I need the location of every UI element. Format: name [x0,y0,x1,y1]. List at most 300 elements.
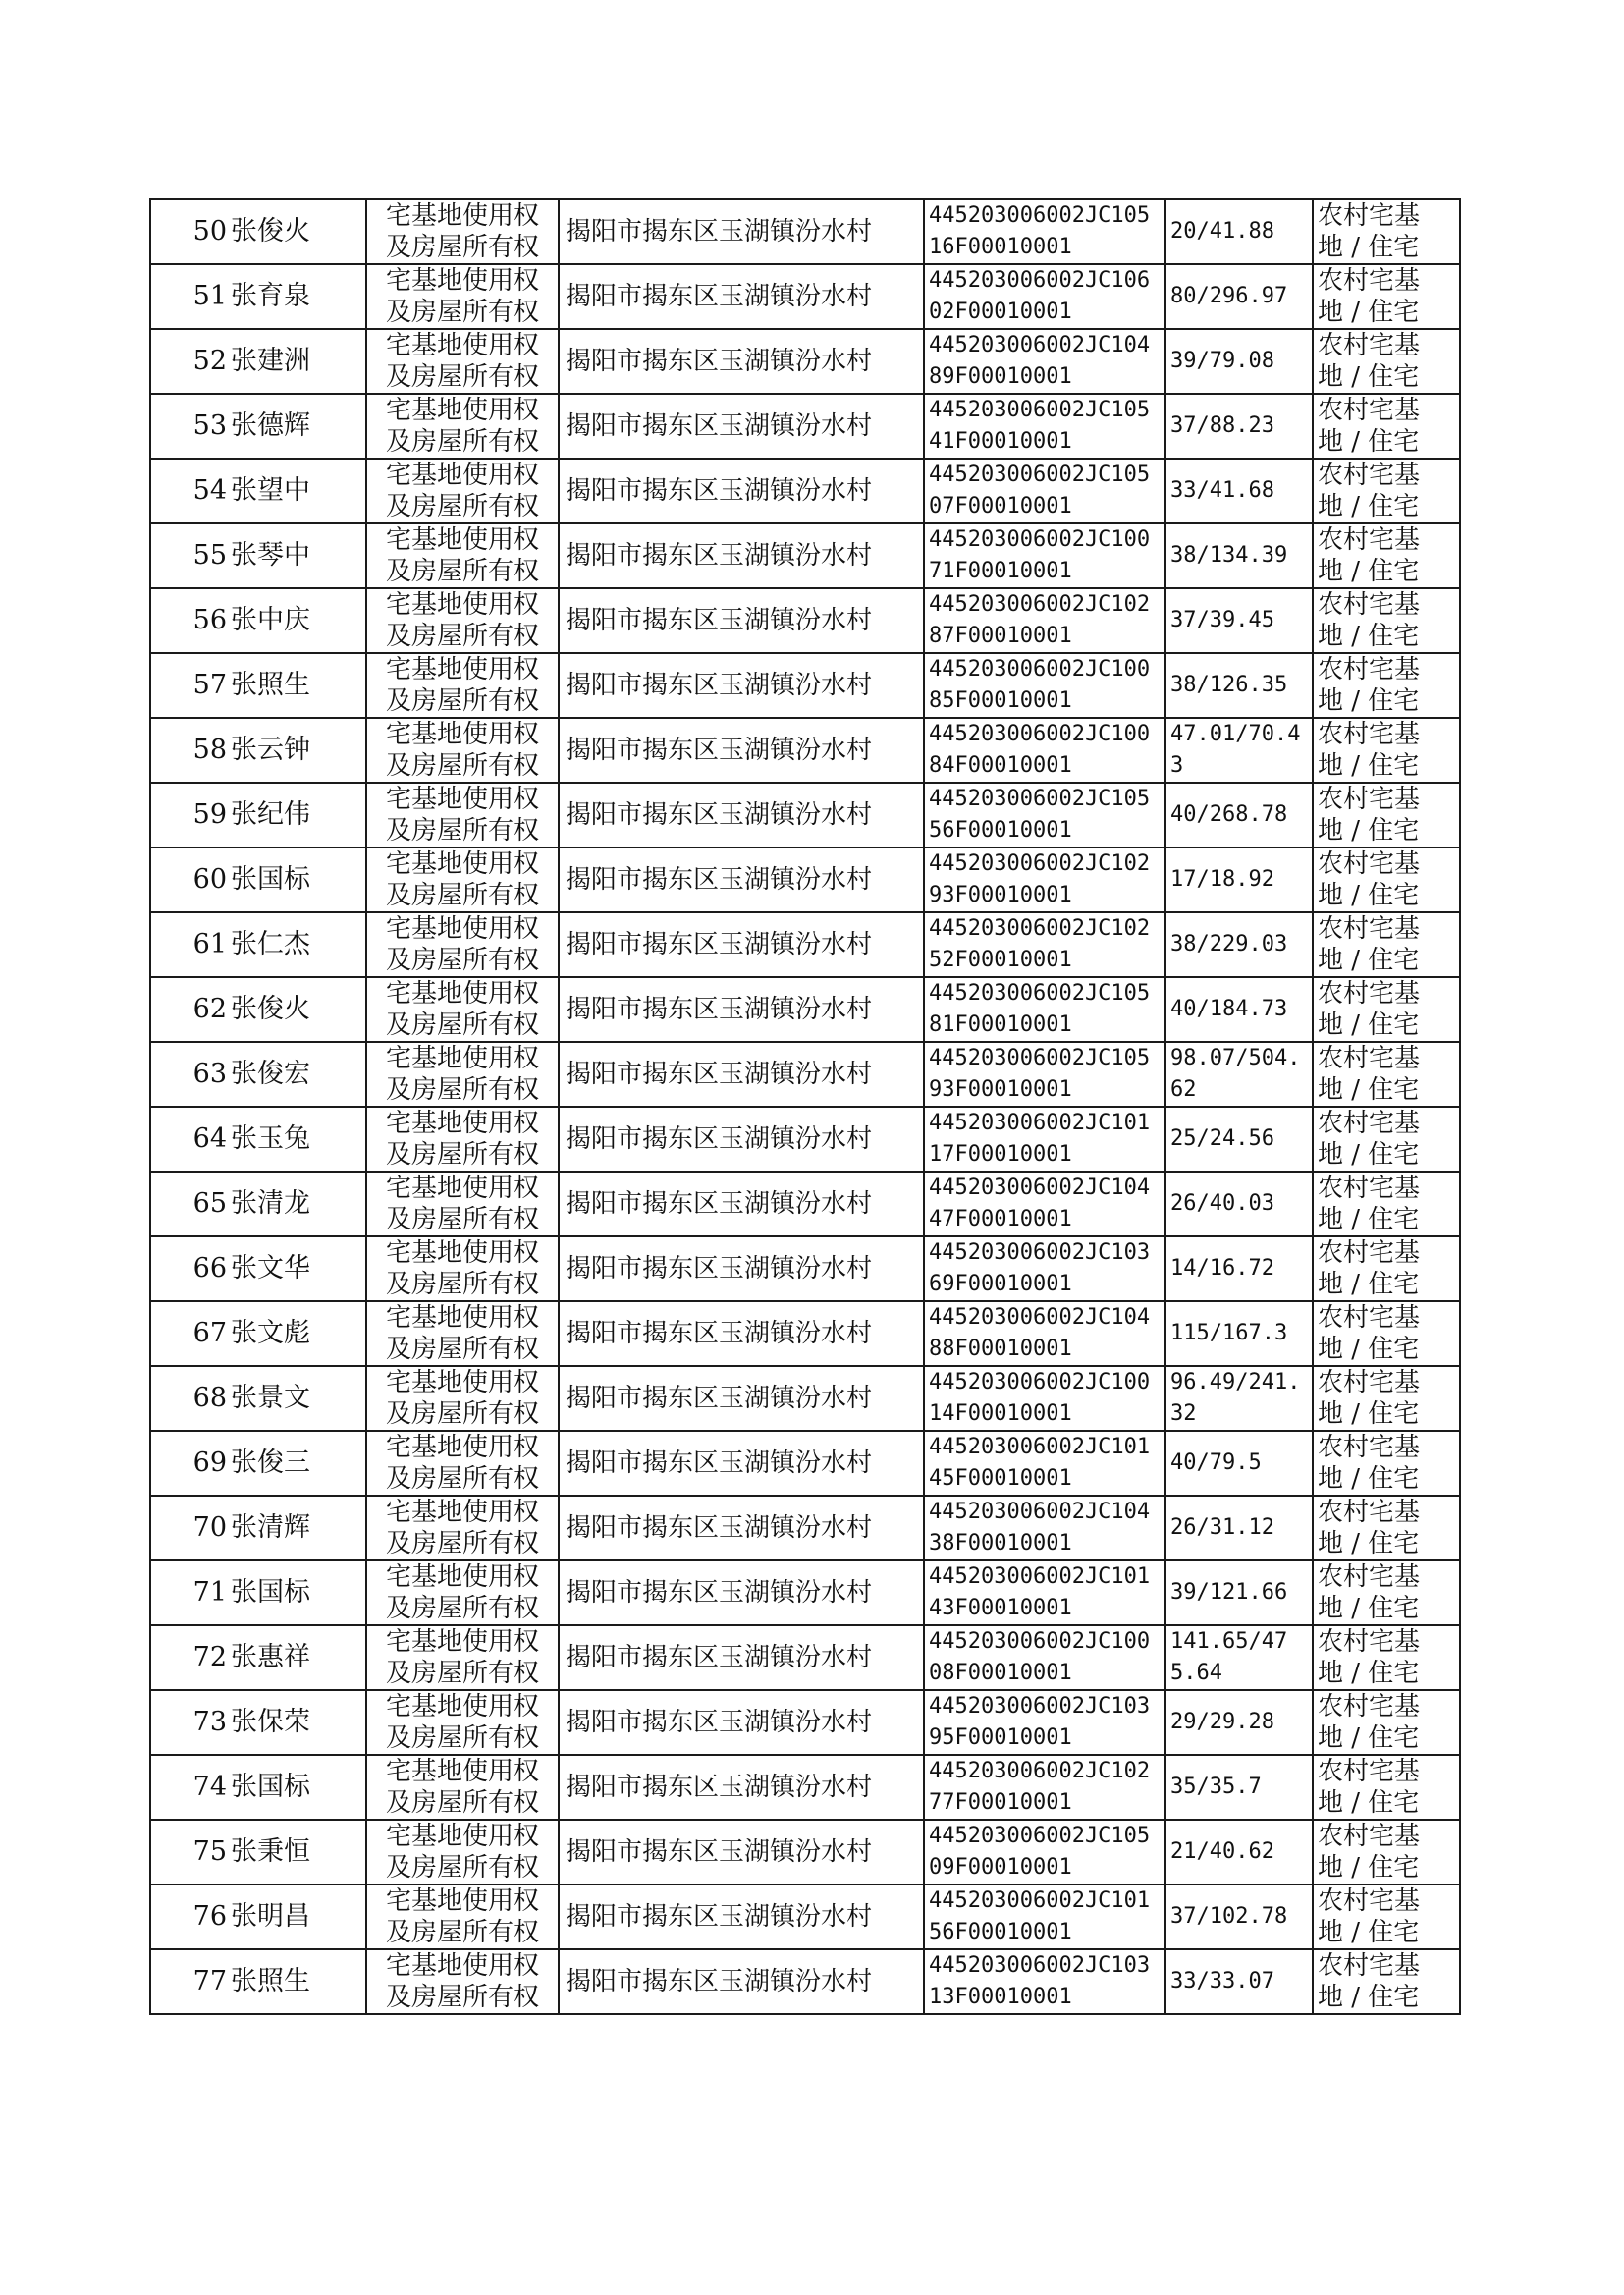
property-location: 揭阳市揭东区玉湖镇汾水村 [566,1578,873,1608]
owner-name-cell [229,1496,366,1560]
right-type-cell [366,1820,559,1885]
land-use: 农村宅基 地 / 住宅 [1318,914,1421,975]
area-value-cell [1165,847,1313,912]
land-use: 农村宅基 地 / 住宅 [1318,331,1421,392]
property-location-cell [559,588,924,653]
property-location-cell [559,394,924,459]
owner-name-cell [229,1366,366,1431]
table-row [150,1236,1460,1301]
row-number: 65 [192,1188,227,1219]
land-use-cell [1313,653,1460,718]
owner-name-cell [229,329,366,394]
area-value-cell [1165,977,1313,1042]
unit-code: 445203006002JC10602F00010001 [929,268,1151,324]
area-value: 141.65/475.64 [1170,1629,1288,1685]
unit-code-cell [924,1885,1165,1949]
row-number: 61 [192,929,227,959]
row-number: 71 [192,1577,227,1608]
owner-name-cell [229,1560,366,1625]
land-use: 农村宅基 地 / 住宅 [1318,1757,1421,1818]
property-location-cell [559,847,924,912]
row-number: 68 [192,1383,227,1413]
property-location-cell [559,1820,924,1885]
area-value: 96.49/241.32 [1170,1370,1301,1426]
property-location-cell [559,1690,924,1755]
row-number: 77 [192,1966,227,1996]
property-location: 揭阳市揭东区玉湖镇汾水村 [566,865,873,895]
row-number: 72 [192,1642,227,1672]
owner-name: 张俊宏 [231,1059,310,1089]
property-location: 揭阳市揭东区玉湖镇汾水村 [566,1513,873,1543]
area-value: 26/31.12 [1170,1515,1274,1540]
land-use: 农村宅基 地 / 住宅 [1318,590,1421,651]
unit-code: 445203006002JC10287F00010001 [929,592,1151,648]
area-value-cell [1165,588,1313,653]
row-number-cell [150,1172,229,1236]
row-number: 53 [192,410,227,441]
property-location-cell [559,1560,924,1625]
right-type-cell [366,1107,559,1172]
land-use: 农村宅基 地 / 住宅 [1318,720,1421,781]
unit-code-cell [924,718,1165,783]
land-use: 农村宅基 地 / 住宅 [1318,266,1421,327]
table-row [150,394,1460,459]
right-type: 宅基地使用权 及房屋所有权 [385,849,539,910]
property-location-cell [559,329,924,394]
unit-code: 445203006002JC10541F00010001 [929,398,1151,454]
owner-name-cell [229,1042,366,1107]
property-location-cell [559,523,924,588]
row-number: 76 [192,1901,227,1932]
row-number-cell [150,1690,229,1755]
table-row [150,653,1460,718]
property-location: 揭阳市揭东区玉湖镇汾水村 [566,1060,873,1089]
right-type-cell [366,329,559,394]
area-value: 35/35.7 [1170,1775,1262,1799]
owner-name: 张照生 [231,670,310,700]
table-row [150,1366,1460,1431]
row-number-cell [150,847,229,912]
owner-name-cell [229,783,366,847]
right-type-cell [366,1690,559,1755]
unit-code: 445203006002JC10313F00010001 [929,1953,1151,2009]
row-number-cell [150,912,229,977]
owner-name: 张俊火 [231,994,310,1024]
land-use: 农村宅基 地 / 住宅 [1318,1627,1421,1688]
right-type-cell [366,1949,559,2014]
area-value-cell [1165,394,1313,459]
table-row [150,329,1460,394]
owner-name: 张文华 [231,1253,310,1284]
owner-name-cell [229,1172,366,1236]
owner-name: 张育泉 [231,281,310,311]
unit-code-cell [924,264,1165,329]
area-value: 37/39.45 [1170,608,1274,632]
unit-code: 445203006002JC10489F00010001 [929,333,1151,389]
unit-code-cell [924,394,1165,459]
land-use-cell [1313,1496,1460,1560]
land-use: 农村宅基 地 / 住宅 [1318,201,1421,262]
unit-code-cell [924,1949,1165,2014]
unit-code-cell [924,783,1165,847]
row-number-cell [150,1042,229,1107]
right-type: 宅基地使用权 及房屋所有权 [385,914,539,975]
owner-name: 张文彪 [231,1318,310,1348]
property-location-cell [559,1496,924,1560]
property-location-cell [559,264,924,329]
owner-name-cell [229,912,366,977]
area-value: 21/40.62 [1170,1839,1274,1864]
land-use-cell [1313,1755,1460,1820]
land-use: 农村宅基 地 / 住宅 [1318,1433,1421,1494]
row-number-cell [150,1625,229,1690]
property-location: 揭阳市揭东区玉湖镇汾水村 [566,1319,873,1348]
owner-name: 张国标 [231,1577,310,1608]
right-type-cell [366,1560,559,1625]
property-location: 揭阳市揭东区玉湖镇汾水村 [566,606,873,635]
owner-name-cell [229,1107,366,1172]
unit-code: 445203006002JC10117F00010001 [929,1111,1151,1167]
land-use: 农村宅基 地 / 住宅 [1318,1562,1421,1623]
property-location-cell [559,199,924,264]
right-type: 宅基地使用权 及房屋所有权 [385,461,539,521]
owner-name: 张明昌 [231,1901,310,1932]
table-row [150,847,1460,912]
property-location: 揭阳市揭东区玉湖镇汾水村 [566,1384,873,1413]
area-value-cell [1165,264,1313,329]
table-row [150,264,1460,329]
area-value-cell [1165,1755,1313,1820]
row-number: 74 [192,1772,227,1802]
area-value-cell [1165,1625,1313,1690]
property-location-cell [559,912,924,977]
right-type-cell [366,1172,559,1236]
right-type-cell [366,718,559,783]
land-use-cell [1313,523,1460,588]
unit-code-cell [924,1107,1165,1172]
owner-name-cell [229,847,366,912]
right-type: 宅基地使用权 及房屋所有权 [385,1886,539,1947]
area-value: 47.01/70.43 [1170,722,1301,778]
right-type: 宅基地使用权 及房屋所有权 [385,396,539,457]
land-use: 农村宅基 地 / 住宅 [1318,1951,1421,2012]
owner-name-cell [229,653,366,718]
property-rights-table [149,198,1461,2015]
area-value: 38/229.03 [1170,932,1288,956]
unit-code-cell [924,1172,1165,1236]
row-number: 59 [192,799,227,830]
owner-name-cell [229,718,366,783]
row-number: 60 [192,864,227,895]
land-use: 农村宅基 地 / 住宅 [1318,1498,1421,1558]
property-location: 揭阳市揭东区玉湖镇汾水村 [566,1708,873,1737]
property-location: 揭阳市揭东区玉湖镇汾水村 [566,930,873,959]
unit-code-cell [924,329,1165,394]
property-location-cell [559,1431,924,1496]
land-use-cell [1313,977,1460,1042]
property-location: 揭阳市揭东区玉湖镇汾水村 [566,411,873,441]
land-use-cell [1313,1172,1460,1236]
right-type: 宅基地使用权 及房屋所有权 [385,1498,539,1558]
property-location: 揭阳市揭东区玉湖镇汾水村 [566,541,873,571]
property-location: 揭阳市揭东区玉湖镇汾水村 [566,476,873,506]
property-location: 揭阳市揭东区玉湖镇汾水村 [566,1967,873,1996]
area-value: 39/79.08 [1170,349,1274,373]
owner-name-cell [229,394,366,459]
right-type: 宅基地使用权 及房屋所有权 [385,1627,539,1688]
right-type-cell [366,1885,559,1949]
table-row [150,523,1460,588]
area-value: 37/102.78 [1170,1904,1288,1929]
owner-name-cell [229,199,366,264]
area-value-cell [1165,329,1313,394]
unit-code: 445203006002JC10071F00010001 [929,527,1151,583]
owner-name-cell [229,1755,366,1820]
owner-name: 张建洲 [231,346,310,376]
land-use: 农村宅基 地 / 住宅 [1318,655,1421,716]
row-number: 66 [192,1253,227,1284]
owner-name: 张中庆 [231,605,310,635]
area-value-cell [1165,1236,1313,1301]
land-use-cell [1313,1625,1460,1690]
land-use-cell [1313,912,1460,977]
land-use: 农村宅基 地 / 住宅 [1318,785,1421,846]
table-row [150,783,1460,847]
row-number-cell [150,1885,229,1949]
unit-code: 445203006002JC10369F00010001 [929,1240,1151,1296]
unit-code: 445203006002JC10014F00010001 [929,1370,1151,1426]
area-value: 33/41.68 [1170,478,1274,503]
right-type-cell [366,653,559,718]
area-value: 115/167.3 [1170,1321,1288,1345]
property-location: 揭阳市揭东区玉湖镇汾水村 [566,1124,873,1154]
right-type: 宅基地使用权 及房屋所有权 [385,1433,539,1494]
owner-name: 张望中 [231,475,310,506]
unit-code: 445203006002JC10252F00010001 [929,916,1151,972]
area-value: 39/121.66 [1170,1580,1288,1605]
unit-code: 445203006002JC10293F00010001 [929,851,1151,907]
unit-code: 445203006002JC10145F00010001 [929,1435,1151,1491]
table-row [150,199,1460,264]
land-use-cell [1313,1431,1460,1496]
property-location: 揭阳市揭东区玉湖镇汾水村 [566,1773,873,1802]
owner-name: 张国标 [231,1772,310,1802]
row-number: 67 [192,1318,227,1348]
area-value-cell [1165,459,1313,523]
right-type-cell [366,1301,559,1366]
owner-name-cell [229,1885,366,1949]
table-body [150,199,1460,2014]
row-number: 52 [192,346,227,376]
area-value: 38/126.35 [1170,673,1288,697]
row-number-cell [150,977,229,1042]
unit-code-cell [924,1042,1165,1107]
area-value-cell [1165,199,1313,264]
land-use-cell [1313,1301,1460,1366]
area-value-cell [1165,1885,1313,1949]
property-location-cell [559,1366,924,1431]
property-location-cell [559,718,924,783]
land-use-cell [1313,847,1460,912]
property-location-cell [559,1172,924,1236]
property-location-cell [559,459,924,523]
area-value: 26/40.03 [1170,1191,1274,1216]
unit-code: 445203006002JC10488F00010001 [929,1305,1151,1361]
property-location-cell [559,1301,924,1366]
area-value: 40/79.5 [1170,1450,1262,1475]
unit-code-cell [924,1560,1165,1625]
owner-name: 张国标 [231,864,310,895]
unit-code: 445203006002JC10277F00010001 [929,1759,1151,1815]
right-type: 宅基地使用权 及房屋所有权 [385,1109,539,1170]
row-number-cell [150,199,229,264]
right-type-cell [366,1042,559,1107]
property-location-cell [559,1949,924,2014]
unit-code-cell [924,1236,1165,1301]
owner-name-cell [229,1690,366,1755]
unit-code: 445203006002JC10509F00010001 [929,1824,1151,1880]
unit-code: 445203006002JC10556F00010001 [929,787,1151,843]
area-value: 20/41.88 [1170,219,1274,244]
table-row [150,1885,1460,1949]
row-number-cell [150,1107,229,1172]
table-row [150,1042,1460,1107]
right-type: 宅基地使用权 及房屋所有权 [385,1822,539,1883]
unit-code: 445203006002JC10438F00010001 [929,1500,1151,1556]
property-location: 揭阳市揭东区玉湖镇汾水村 [566,736,873,765]
table-row [150,1172,1460,1236]
right-type: 宅基地使用权 及房屋所有权 [385,201,539,262]
unit-code: 445203006002JC10507F00010001 [929,463,1151,519]
property-location-cell [559,977,924,1042]
land-use-cell [1313,718,1460,783]
right-type-cell [366,588,559,653]
table-row [150,1496,1460,1560]
row-number-cell [150,329,229,394]
table-row [150,1755,1460,1820]
right-type-cell [366,199,559,264]
right-type: 宅基地使用权 及房屋所有权 [385,590,539,651]
table-row [150,1431,1460,1496]
unit-code-cell [924,1690,1165,1755]
area-value-cell [1165,1172,1313,1236]
land-use-cell [1313,264,1460,329]
row-number: 64 [192,1123,227,1154]
owner-name-cell [229,1301,366,1366]
owner-name-cell [229,523,366,588]
owner-name: 张俊三 [231,1448,310,1478]
row-number: 69 [192,1448,227,1478]
unit-code: 445203006002JC10593F00010001 [929,1046,1151,1102]
area-value: 40/268.78 [1170,802,1288,827]
row-number: 73 [192,1707,227,1737]
property-location: 揭阳市揭东区玉湖镇汾水村 [566,1254,873,1284]
land-use-cell [1313,1107,1460,1172]
land-use: 农村宅基 地 / 住宅 [1318,1822,1421,1883]
right-type-cell [366,459,559,523]
owner-name: 张清龙 [231,1188,310,1219]
area-value: 98.07/504.62 [1170,1046,1301,1102]
right-type-cell [366,912,559,977]
row-number: 50 [192,216,227,246]
property-location: 揭阳市揭东区玉湖镇汾水村 [566,1643,873,1672]
unit-code-cell [924,1301,1165,1366]
owner-name-cell [229,264,366,329]
property-location-cell [559,653,924,718]
area-value-cell [1165,1690,1313,1755]
unit-code: 445203006002JC10085F00010001 [929,657,1151,713]
row-number: 55 [192,540,227,571]
land-use-cell [1313,199,1460,264]
table-row [150,1625,1460,1690]
unit-code: 445203006002JC10156F00010001 [929,1888,1151,1944]
right-type: 宅基地使用权 及房屋所有权 [385,1951,539,2012]
row-number: 62 [192,994,227,1024]
row-number: 63 [192,1059,227,1089]
land-use: 农村宅基 地 / 住宅 [1318,1238,1421,1299]
unit-code-cell [924,523,1165,588]
owner-name-cell [229,977,366,1042]
property-location: 揭阳市揭东区玉湖镇汾水村 [566,1837,873,1867]
unit-code-cell [924,1625,1165,1690]
area-value-cell [1165,1107,1313,1172]
table-row [150,912,1460,977]
right-type: 宅基地使用权 及房屋所有权 [385,1238,539,1299]
right-type-cell [366,847,559,912]
property-location-cell [559,1107,924,1172]
owner-name: 张琴中 [231,540,310,571]
property-location: 揭阳市揭东区玉湖镇汾水村 [566,1902,873,1932]
land-use-cell [1313,1366,1460,1431]
unit-code: 445203006002JC10447F00010001 [929,1175,1151,1231]
owner-name: 张德辉 [231,410,310,441]
right-type: 宅基地使用权 及房屋所有权 [385,979,539,1040]
right-type-cell [366,783,559,847]
unit-code-cell [924,847,1165,912]
unit-code: 445203006002JC10143F00010001 [929,1564,1151,1620]
right-type-cell [366,1431,559,1496]
right-type-cell [366,394,559,459]
unit-code: 445203006002JC10395F00010001 [929,1694,1151,1750]
owner-name: 张玉兔 [231,1123,310,1154]
area-value: 14/16.72 [1170,1256,1274,1281]
area-value: 37/88.23 [1170,413,1274,438]
row-number: 70 [192,1512,227,1543]
area-value-cell [1165,1366,1313,1431]
land-use-cell [1313,783,1460,847]
right-type: 宅基地使用权 及房屋所有权 [385,525,539,586]
owner-name: 张保荣 [231,1707,310,1737]
area-value: 17/18.92 [1170,867,1274,892]
unit-code: 445203006002JC10581F00010001 [929,981,1151,1037]
owner-name: 张清辉 [231,1512,310,1543]
right-type: 宅基地使用权 及房屋所有权 [385,1562,539,1623]
area-value-cell [1165,1820,1313,1885]
owner-name: 张景文 [231,1383,310,1413]
owner-name-cell [229,1949,366,2014]
owner-name: 张秉恒 [231,1836,310,1867]
owner-name: 张俊火 [231,216,310,246]
land-use-cell [1313,1042,1460,1107]
right-type-cell [366,1366,559,1431]
owner-name: 张仁杰 [231,929,310,959]
right-type: 宅基地使用权 及房屋所有权 [385,1044,539,1105]
unit-code: 445203006002JC10516F00010001 [929,203,1151,259]
property-location: 揭阳市揭东区玉湖镇汾水村 [566,217,873,246]
owner-name-cell [229,588,366,653]
land-use: 农村宅基 地 / 住宅 [1318,849,1421,910]
unit-code-cell [924,653,1165,718]
